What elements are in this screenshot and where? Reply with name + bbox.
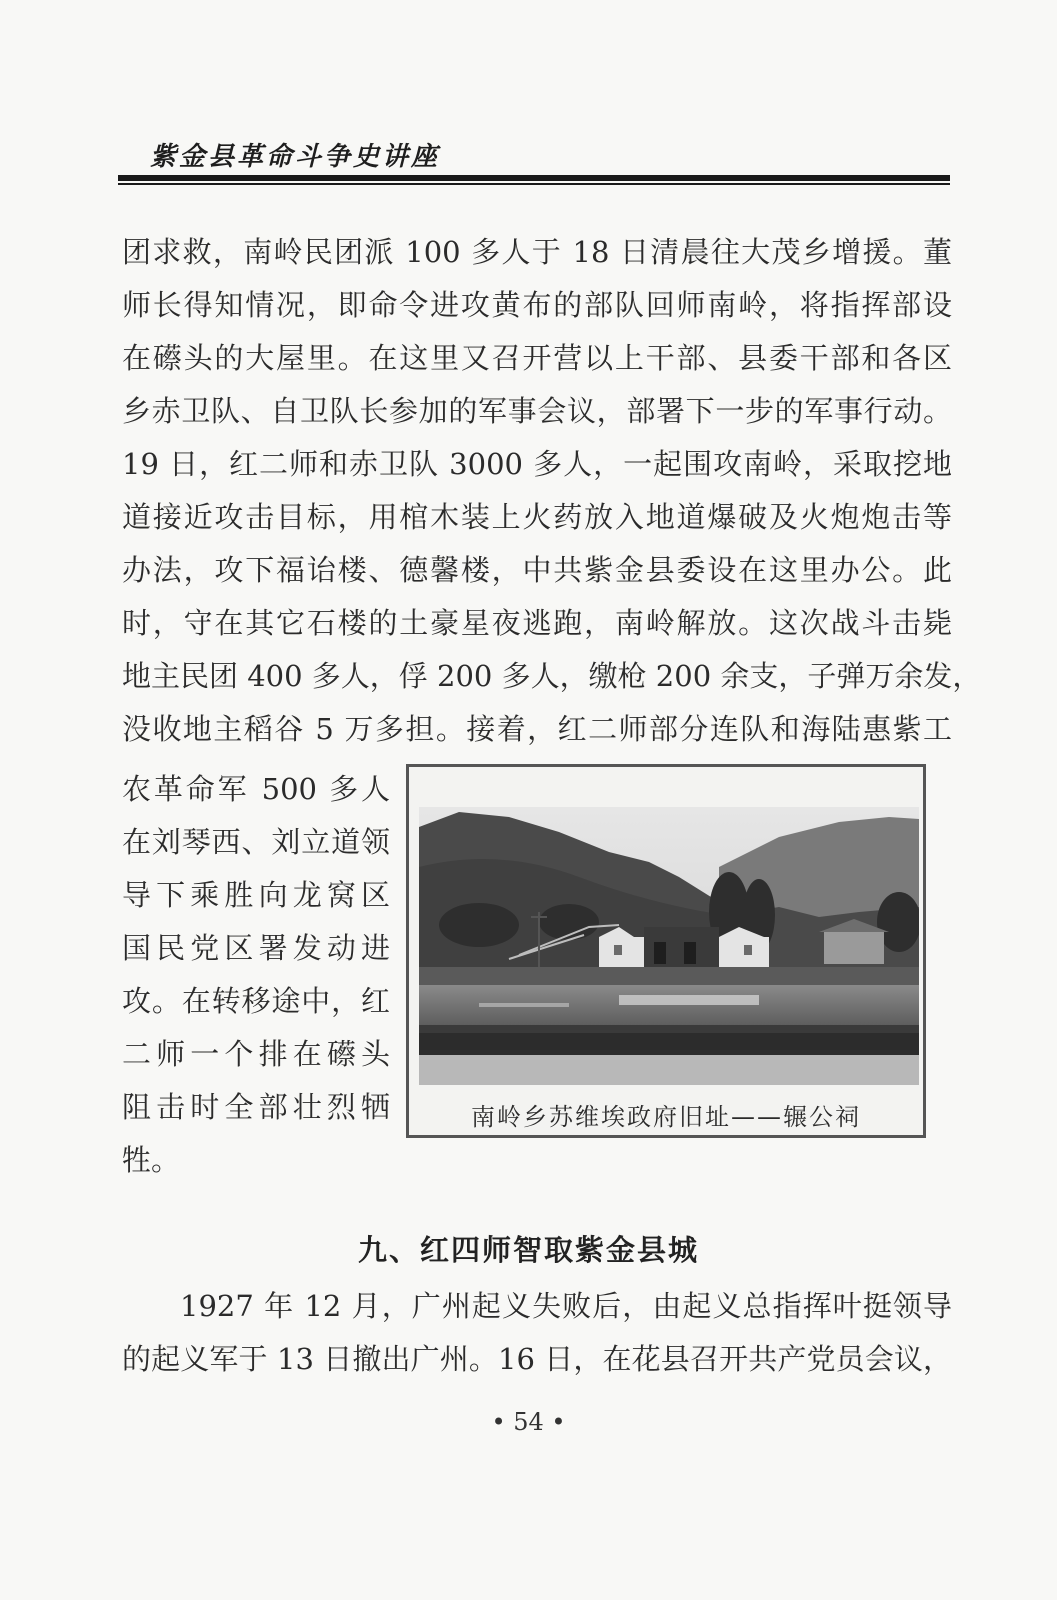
text-line: 乡赤卫队、自卫队长参加的军事会议，部署下一步的军事行动。: [122, 394, 952, 428]
text-line: 1927 年 12 月，广州起义失败后，由起义总指挥叶挺领导: [180, 1289, 952, 1323]
header-rule-thin: [118, 183, 950, 185]
text-line: 19 日，红二师和赤卫队 3000 多人，一起围攻南岭，采取挖地: [122, 447, 952, 481]
text-line: 办法，攻下福诒楼、德馨楼，中共紫金县委设在这里办公。此: [122, 553, 952, 587]
text-line: 道接近攻击目标，用棺木装上火药放入地道爆破及火炮炮击等: [122, 500, 952, 534]
page-number: • 54 •: [491, 1408, 566, 1436]
text-line: 的起义军于 13 日撤出广州。16 日，在花县召开共产党员会议，: [122, 1342, 952, 1376]
text-line: 在刘琴西、刘立道领: [122, 825, 390, 859]
text-line: 在礤头的大屋里。在这里又召开营以上干部、县委干部和各区: [122, 341, 952, 375]
text-line: 导下乘胜向龙窝区: [122, 878, 390, 912]
wrapped-text-column: [122, 763, 390, 1187]
text-line: 二师一个排在礤头: [122, 1037, 390, 1071]
text-line: 时，守在其它石楼的土豪星夜逃跑，南岭解放。这次战斗击毙: [122, 606, 952, 640]
text-line: 师长得知情况，即命令进攻黄布的部队回师南岭，将指挥部设: [122, 288, 952, 322]
photo-figure: [406, 764, 926, 1138]
text-line: 牲。: [122, 1143, 181, 1177]
text-line: 国民党区署发动进: [122, 931, 390, 965]
header-rule-thick: [118, 175, 950, 181]
figure-caption: 南岭乡苏维埃政府旧址——辗公祠: [471, 1103, 861, 1131]
text-line: 阻击时全部壮烈牺: [122, 1090, 390, 1124]
section-heading: 九、红四师智取紫金县城: [357, 1233, 699, 1267]
text-line: 团求救，南岭民团派 100 多人于 18 日清晨往大茂乡增援。董: [122, 235, 952, 269]
text-line: 地主民团 400 多人，俘 200 多人，缴枪 200 余支，子弹万余发，: [122, 659, 982, 693]
text-line: 没收地主稻谷 5 万多担。接着，红二师部分连队和海陆惠紫工: [122, 712, 952, 746]
body-paragraph-2: [122, 1280, 952, 1386]
body-paragraph-1: [122, 226, 982, 756]
text-line: 攻。在转移途中，红: [122, 984, 390, 1018]
running-head: 紫金县革命斗争史讲座: [150, 142, 441, 172]
landscape-photo-drawing: [419, 807, 919, 1085]
text-line: 农革命军 500 多人: [122, 772, 390, 806]
historic-site-photo: [419, 807, 919, 1085]
